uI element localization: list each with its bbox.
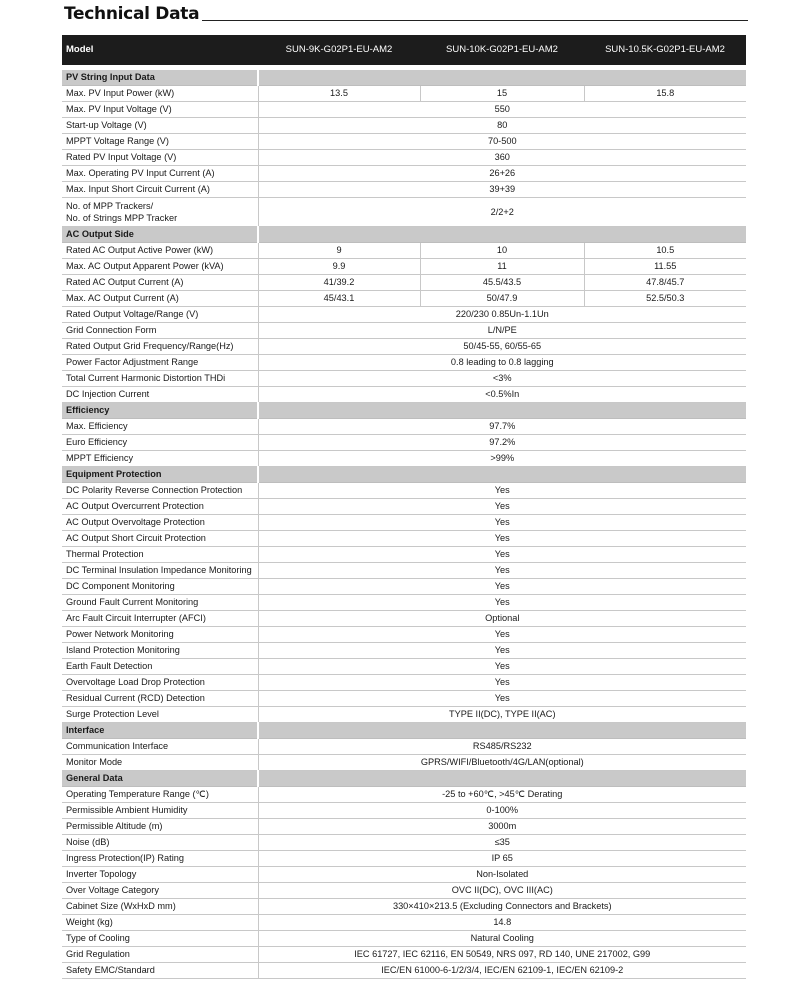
row-label: Power Factor Adjustment Range [62,355,258,371]
row-value: IEC 61727, IEC 62116, EN 50549, NRS 097, RD 140, UNE 217002, G99 [258,947,746,963]
row-label: Max. PV Input Power (kW) [62,86,258,102]
row-value: 550 [258,102,746,118]
row-label: MPPT Voltage Range (V) [62,134,258,150]
row-value: Natural Cooling [258,931,746,947]
row-label: Rated AC Output Current (A) [62,275,258,291]
table-row [62,691,746,707]
table-row [62,182,746,198]
row-value: Optional [258,611,746,627]
model-label: Model [66,44,94,55]
table-row [62,803,746,819]
table-row [62,547,746,563]
row-value: 39+39 [258,182,746,198]
section-title: PV String Input Data [62,70,258,86]
row-value: 80 [258,118,746,134]
table-row [62,851,746,867]
row-value: <0.5%In [258,387,746,403]
row-label: Max. Input Short Circuit Current (A) [62,182,258,198]
table-row [62,755,746,771]
row-value: 10 [420,243,584,259]
row-value: RS485/RS232 [258,739,746,755]
row-label: Weight (kg) [62,915,258,931]
row-label: DC Component Monitoring [62,579,258,595]
section-title: Equipment Protection [62,467,258,483]
table-row [62,483,746,499]
row-value: 45/43.1 [258,291,420,307]
section-header-fill [258,403,746,419]
row-value: 11 [420,259,584,275]
table-row [62,579,746,595]
row-value: 0.8 leading to 0.8 lagging [258,355,746,371]
table-row [62,243,746,259]
table-row [62,643,746,659]
row-label: Permissible Altitude (m) [62,819,258,835]
table-row [62,899,746,915]
table-row [62,659,746,675]
spec-table-body [62,70,746,979]
table-row [62,931,746,947]
row-label: Thermal Protection [62,547,258,563]
table-row [62,739,746,755]
row-value: Yes [258,595,746,611]
model-name: SUN-10K-G02P1-EU-AM2 [446,44,558,55]
table-row [62,291,746,307]
table-row [62,387,746,403]
section-header-fill [258,723,746,739]
row-label: Type of Cooling [62,931,258,947]
row-value: 9 [258,243,420,259]
row-value: -25 to +60℃, >45℃ Derating [258,787,746,803]
table-row [62,835,746,851]
row-label: Start-up Voltage (V) [62,118,258,134]
section-title: General Data [62,771,258,787]
row-label: Cabinet Size (WxHxD mm) [62,899,258,915]
table-row [62,451,746,467]
row-value: 0-100% [258,803,746,819]
table-row [62,883,746,899]
table-row [62,371,746,387]
row-label-line: No. of Strings MPP Tracker [66,213,178,223]
section-header-fill [258,467,746,483]
table-row [62,595,746,611]
row-value: Yes [258,691,746,707]
table-row [62,198,746,227]
row-label: Noise (dB) [62,835,258,851]
table-row [62,531,746,547]
model-name: SUN-9K-G02P1-EU-AM2 [285,44,393,55]
row-value: L/N/PE [258,323,746,339]
table-row [62,499,746,515]
table-row [62,963,746,979]
row-value: 50/47.9 [420,291,584,307]
model-header [62,35,746,65]
row-value: >99% [258,451,746,467]
row-value: 330×410×213.5 (Excluding Connectors and Brackets) [258,899,746,915]
table-row [62,627,746,643]
row-value: Non-Isolated [258,867,746,883]
row-value: 97.2% [258,435,746,451]
row-label: Surge Protection Level [62,707,258,723]
row-value: IP 65 [258,851,746,867]
row-value: 97.7% [258,419,746,435]
row-value: <3% [258,371,746,387]
section-header [62,403,746,419]
row-label: Total Current Harmonic Distortion THDi [62,371,258,387]
row-value: GPRS/WIFI/Bluetooth/4G/LAN(optional) [258,755,746,771]
row-label: Operating Temperature Range (℃) [62,787,258,803]
table-row [62,867,746,883]
section-title: Interface [62,723,258,739]
table-row [62,787,746,803]
row-value: Yes [258,563,746,579]
row-value: IEC/EN 61000-6-1/2/3/4, IEC/EN 62109-1, IEC/EN 62109-2 [258,963,746,979]
row-value: Yes [258,547,746,563]
row-value: Yes [258,579,746,595]
row-label: Rated AC Output Active Power (kW) [62,243,258,259]
row-label [62,198,258,227]
row-value: 14.8 [258,915,746,931]
row-value: Yes [258,675,746,691]
section-header-fill [258,771,746,787]
row-label: Max. AC Output Apparent Power (kVA) [62,259,258,275]
title-underline [202,20,748,21]
spec-table [62,70,746,979]
row-label: Max. PV Input Voltage (V) [62,102,258,118]
row-label: Max. AC Output Current (A) [62,291,258,307]
table-row [62,435,746,451]
section-header [62,723,746,739]
row-label: Grid Connection Form [62,323,258,339]
row-label: Power Network Monitoring [62,627,258,643]
row-label: DC Terminal Insulation Impedance Monitoring [62,563,258,579]
row-value: 220/230 0.85Un-1.1Un [258,307,746,323]
row-value: 15 [420,86,584,102]
table-row [62,563,746,579]
row-label: Grid Regulation [62,947,258,963]
row-value: Yes [258,627,746,643]
row-label: Over Voltage Category [62,883,258,899]
row-label: DC Polarity Reverse Connection Protection [62,483,258,499]
row-value: Yes [258,643,746,659]
table-row [62,275,746,291]
row-label: Ground Fault Current Monitoring [62,595,258,611]
row-value: 45.5/43.5 [420,275,584,291]
row-label: Monitor Mode [62,755,258,771]
row-value: 52.5/50.3 [584,291,746,307]
row-label: DC Injection Current [62,387,258,403]
row-value: OVC II(DC), OVC III(AC) [258,883,746,899]
table-row [62,323,746,339]
section-header-fill [258,227,746,243]
row-value: Yes [258,483,746,499]
table-row [62,355,746,371]
section-header-fill [258,70,746,86]
row-value: 9.9 [258,259,420,275]
row-value: TYPE II(DC), TYPE II(AC) [258,707,746,723]
row-value: 70-500 [258,134,746,150]
title-row [64,4,748,28]
row-label: Inverter Topology [62,867,258,883]
row-label: Overvoltage Load Drop Protection [62,675,258,691]
row-value: 2/2+2 [258,198,746,227]
section-header [62,771,746,787]
section-header [62,227,746,243]
row-label: Rated Output Voltage/Range (V) [62,307,258,323]
row-label: Safety EMC/Standard [62,963,258,979]
table-row [62,515,746,531]
row-value: Yes [258,515,746,531]
row-value: 13.5 [258,86,420,102]
table-row [62,611,746,627]
row-value: 50/45-55, 60/55-65 [258,339,746,355]
row-value: 10.5 [584,243,746,259]
row-value: 15.8 [584,86,746,102]
row-label: Communication Interface [62,739,258,755]
section-header [62,467,746,483]
table-row [62,86,746,102]
row-value: Yes [258,499,746,515]
table-row [62,819,746,835]
row-label: Ingress Protection(IP) Rating [62,851,258,867]
section-header [62,70,746,86]
row-label: Residual Current (RCD) Detection [62,691,258,707]
table-row [62,339,746,355]
row-value: 3000m [258,819,746,835]
table-row [62,419,746,435]
row-label: AC Output Short Circuit Protection [62,531,258,547]
section-title: Efficiency [62,403,258,419]
table-row [62,307,746,323]
table-row [62,134,746,150]
table-row [62,259,746,275]
row-label-line: No. of MPP Trackers/ [66,201,154,211]
row-value: 11.55 [584,259,746,275]
row-label: AC Output Overcurrent Protection [62,499,258,515]
row-label: Earth Fault Detection [62,659,258,675]
row-value: Yes [258,659,746,675]
row-label: Rated PV Input Voltage (V) [62,150,258,166]
row-label: Euro Efficiency [62,435,258,451]
table-row [62,150,746,166]
row-label: Arc Fault Circuit Interrupter (AFCI) [62,611,258,627]
row-label: MPPT Efficiency [62,451,258,467]
row-value: 41/39.2 [258,275,420,291]
row-label: Rated Output Grid Frequency/Range(Hz) [62,339,258,355]
table-row [62,118,746,134]
row-value: 360 [258,150,746,166]
table-row [62,675,746,691]
row-label: Permissible Ambient Humidity [62,803,258,819]
table-row [62,102,746,118]
page-title: Technical Data [64,4,200,24]
row-label: Max. Operating PV Input Current (A) [62,166,258,182]
table-row [62,707,746,723]
model-name: SUN-10.5K-G02P1-EU-AM2 [605,44,725,55]
table-row [62,166,746,182]
row-value: Yes [258,531,746,547]
row-value: 47.8/45.7 [584,275,746,291]
row-value: ≤35 [258,835,746,851]
row-value: 26+26 [258,166,746,182]
table-row [62,947,746,963]
table-row [62,915,746,931]
row-label: Max. Efficiency [62,419,258,435]
section-title: AC Output Side [62,227,258,243]
row-label: AC Output Overvoltage Protection [62,515,258,531]
row-label: Island Protection Monitoring [62,643,258,659]
